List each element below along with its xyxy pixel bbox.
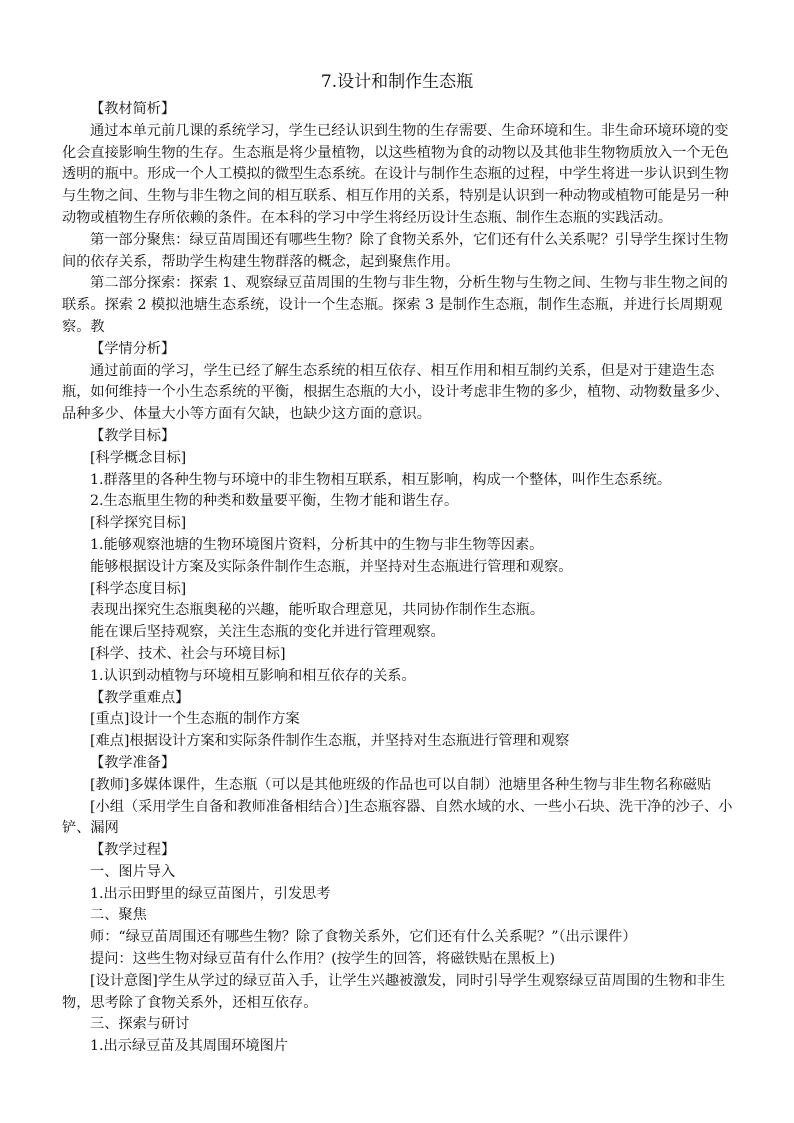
paragraph: [科学、技术、社会与环境目标] bbox=[90, 645, 286, 662]
paragraph: 能够根据设计方案及实际条件制作生态瓶，并坚持对生态瓶进行管理和观察。 bbox=[90, 558, 573, 575]
paragraph: 三、探索与研讨 bbox=[90, 1016, 190, 1033]
paragraph: [科学探究目标] bbox=[90, 515, 187, 532]
paragraph: 二、聚焦 bbox=[90, 907, 147, 924]
paragraph: 一、图片导入 bbox=[90, 863, 176, 880]
paragraph: 通过本单元前几课的系统学习，学生已经认识到生物的生存需要、生命环境和生。非生命环境环境的变化会直接影响生物的生存。生态瓶是将少量植物，以这些植物为食的动物以及其他非生物物质放入一个无色透明的瓶中。形成一个人工模拟的微型生态系统。在设计与制作生态瓶的过程，中学生将进一步认识到生物与生物之间、生物与非生物之间的相互联系、相互作用的关系，特别是认识到一种动物或植物可能是另一种动物或植物生存所依赖的条件。在本科的学习中学生将经历设计生态瓶、制作生态瓶的实践活动。 bbox=[62, 122, 729, 226]
paragraph: 提问：这些生物对绿豆苗有什么作用？(按学生的回答，将磁铁贴在黑板上) bbox=[90, 951, 556, 968]
paragraph: 【教材简析】 bbox=[90, 101, 176, 117]
paragraph: 【教学目标】 bbox=[90, 427, 176, 444]
paragraph: [小组（采用学生自备和教师准备相结合）]生态瓶容器、自然水域的水、一些小石块、洗干净的沙子、小铲、漏网 bbox=[62, 798, 733, 837]
paragraph: 【教学过程】 bbox=[90, 842, 176, 859]
paragraph: 1.出示田野里的绿豆苗图片，引发思考 bbox=[90, 885, 331, 902]
paragraph: 师：“绿豆苗周围还有哪些生物？除了食物关系外，它们还有什么关系呢？”（出示课件） bbox=[90, 929, 637, 946]
document-body bbox=[62, 99, 738, 1058]
document-title: 7.设计和制作生态瓶 bbox=[320, 72, 474, 92]
paragraph: 2.生态瓶里生物的种类和数量要平衡，生物才能和谐生存。 bbox=[90, 493, 459, 510]
paragraph: [设计意图]学生从学过的绿豆苗入手，让学生兴趣被激发，同时引导学生观察绿豆苗周围的生物和非生物，思考除了食物关系外，还相互依存。 bbox=[62, 972, 726, 1011]
paragraph: [教师]多媒体课件，生态瓶（可以是其他班级的作品也可以自制）池塘里各种生物与非生物名称磁贴 bbox=[90, 776, 712, 793]
paragraph: 第一部分聚焦：绿豆苗周围还有哪些生物？除了食物关系外，它们还有什么关系呢？引导学生探讨生物间的依存关系，帮助学生构建生物群落的概念，起到聚焦作用。 bbox=[62, 231, 729, 270]
paragraph: 1.认识到动植物与环境相互影响和相互依存的关系。 bbox=[90, 667, 416, 684]
paragraph: 通过前面的学习，学生已经了解生态系统的相互依存、相互作用和相互制约关系，但是对于建造生态瓶，如何维持一个小生态系统的平衡，根据生态瓶的大小，设计考虑非生物的多少，植物、动物数量多少、品种多少、体量大小等方面有欠缺，也缺少这方面的意识。 bbox=[62, 362, 729, 423]
paragraph: 【教学准备】 bbox=[90, 754, 176, 771]
paragraph: 第二部分探索：探索 1、观察绿豆苗周围的生物与非生物，分析生物与生物之间、生物与非生物之间的联系。探索 2 模拟池塘生态系统，设计一个生态瓶。探索 3 是制作生态瓶，制作生态瓶，并进行长周期观察。教 bbox=[62, 275, 728, 335]
paragraph: 表现出探究生态瓶奥秘的兴趣，能听取合理意见，共同协作制作生态瓶。 bbox=[90, 602, 545, 619]
paragraph: [难点]根据设计方案和实际条件制作生态瓶，并坚持对生态瓶进行管理和观察 bbox=[90, 733, 570, 750]
paragraph: 1.能够观察池塘的生物环境图片资料，分析其中的生物与非生物等因素。 bbox=[90, 536, 544, 553]
paragraph: [科学概念目标] bbox=[90, 449, 187, 466]
paragraph: 【教学重难点】 bbox=[90, 689, 190, 706]
paragraph: 1.出示绿豆苗及其周围环境图片 bbox=[90, 1038, 288, 1055]
paragraph: 1.群落里的各种生物与环境中的非生物相互联系，相互影响，构成一个整体，叫作生态系统。 bbox=[90, 471, 672, 488]
paragraph: 能在课后坚持观察，关注生态瓶的变化并进行管理观察。 bbox=[90, 624, 445, 641]
paragraph: [科学态度目标] bbox=[90, 580, 187, 597]
paragraph: [重点]设计一个生态瓶的制作方案 bbox=[90, 711, 300, 728]
paragraph: 【学情分析】 bbox=[90, 340, 176, 357]
